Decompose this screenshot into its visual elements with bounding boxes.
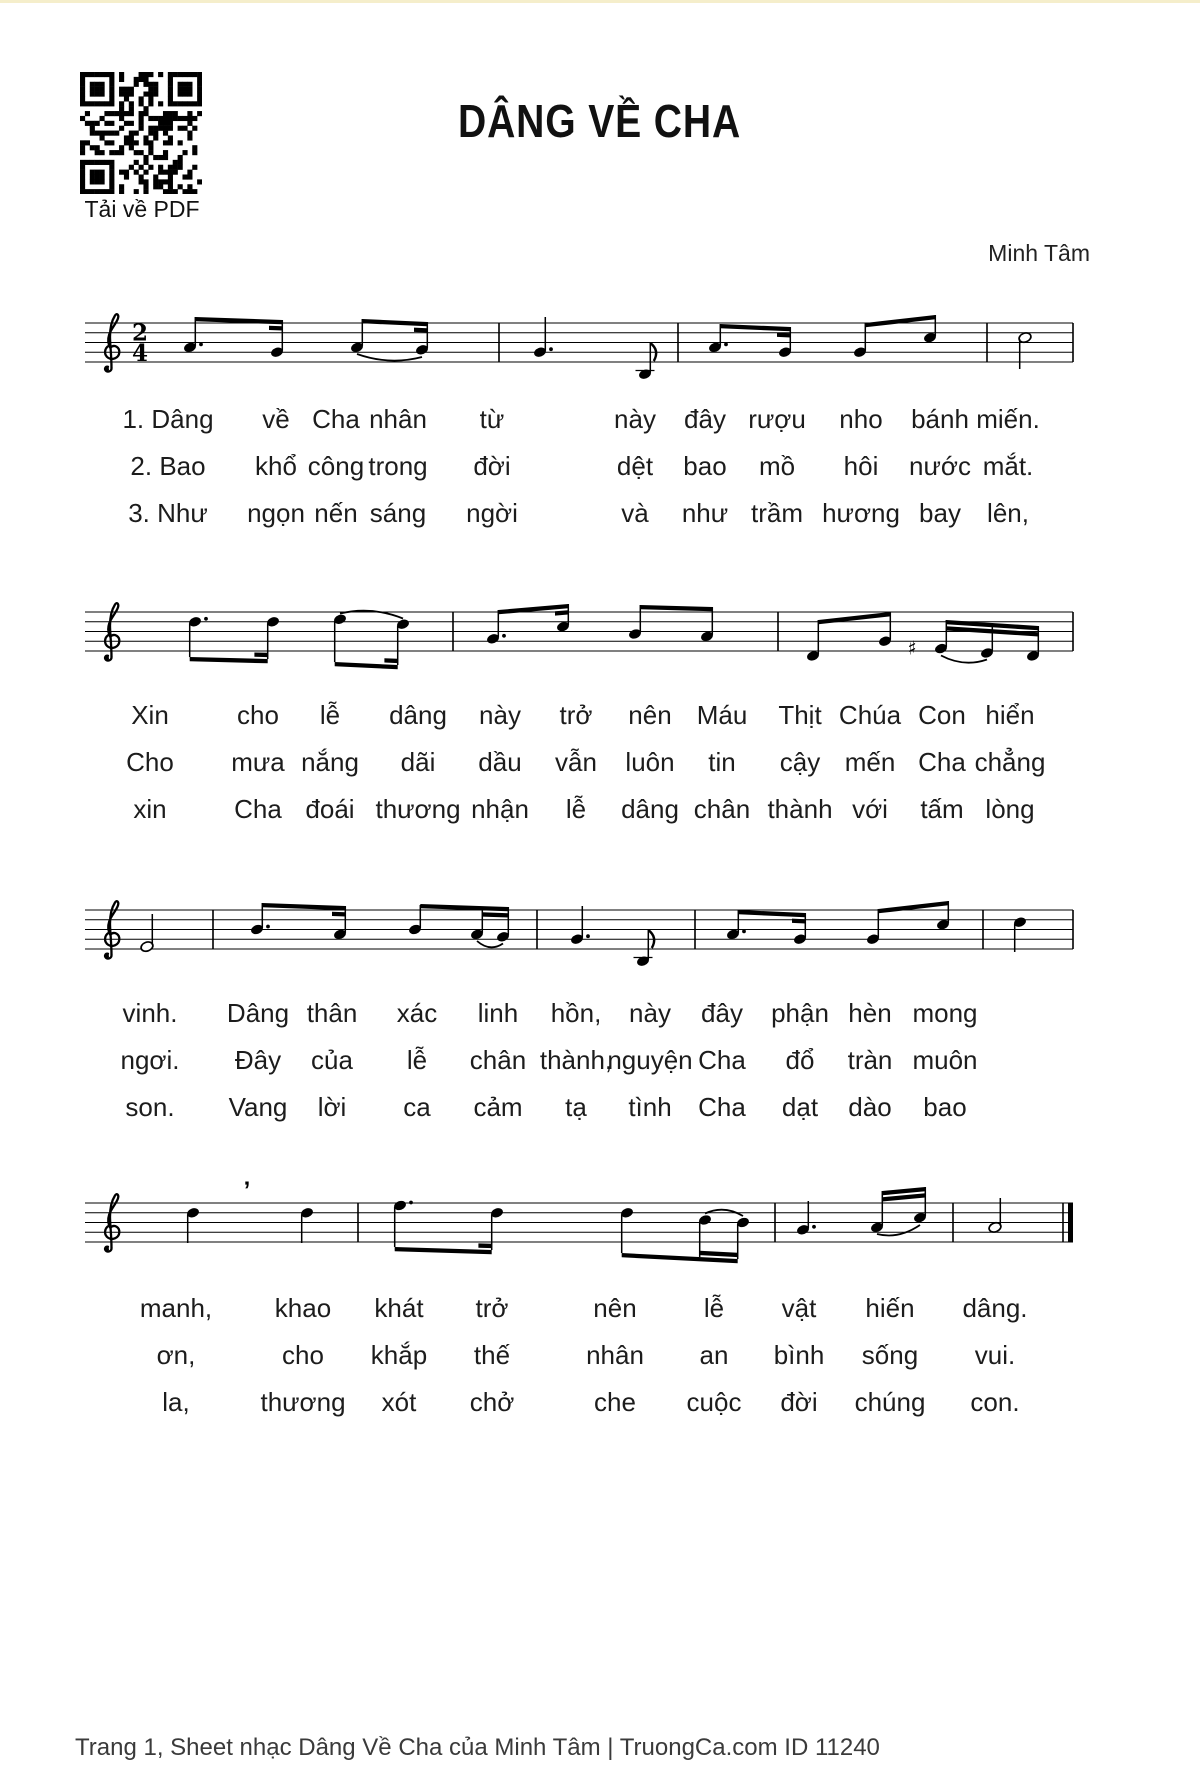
lyric-syllable: lời xyxy=(317,1092,347,1122)
lyric-syllable: bánh xyxy=(911,404,969,434)
page-top-accent xyxy=(0,0,1200,3)
lyric-syllable: này xyxy=(614,404,656,434)
lyric-syllable: ơn, xyxy=(156,1340,196,1370)
lyric-syllable: ca xyxy=(403,1092,431,1122)
beam xyxy=(738,910,805,917)
lyric-syllable: tình xyxy=(628,1092,672,1122)
lyric-syllable: bao xyxy=(923,1092,967,1122)
lyric-syllable: che xyxy=(594,1387,636,1417)
lyric-syllable: dãi xyxy=(400,747,436,777)
lyric-syllable: và xyxy=(621,498,649,528)
lyric-syllable: dâng xyxy=(621,794,679,824)
lyric-syllable: lên, xyxy=(987,498,1029,528)
lyric-line xyxy=(0,1045,1200,1077)
lyric-syllable: mến xyxy=(844,747,896,777)
lyric-syllable: đây xyxy=(701,998,743,1028)
augmentation-dot xyxy=(586,934,590,938)
footer-text: Trang 1, Sheet nhạc Dâng Về Cha của Minh Tâm | TruongCa.com ID 11240 xyxy=(75,1734,880,1761)
lyric-syllable: thành, xyxy=(539,1045,613,1075)
lyric-syllable: khắp xyxy=(370,1340,428,1370)
lyric-syllable: manh, xyxy=(139,1293,213,1323)
lyric-syllable: cảm xyxy=(473,1092,523,1122)
lyric-syllable: Thịt xyxy=(778,700,822,730)
lyric-syllable: nhân xyxy=(369,404,427,434)
beam xyxy=(262,903,345,910)
lyric-syllable: tin xyxy=(708,747,736,777)
lyric-syllable: tạ xyxy=(565,1092,587,1122)
lyric-syllable: của xyxy=(311,1045,353,1075)
beam xyxy=(555,610,568,615)
lyric-syllable: luôn xyxy=(625,747,675,777)
lyric-syllable: mong xyxy=(912,998,978,1028)
lyric-syllable: ngọn xyxy=(247,498,305,528)
download-pdf-label[interactable]: Tải về PDF xyxy=(84,196,200,222)
lyric-line xyxy=(0,1293,1200,1325)
lyric-syllable: hôi xyxy=(843,451,879,481)
composer-name: Minh Tâm xyxy=(988,240,1090,266)
beam xyxy=(384,658,397,663)
lyric-line xyxy=(0,404,1200,436)
beam xyxy=(720,324,790,331)
lyric-syllable: thân xyxy=(306,998,358,1028)
lyric-syllable: chúng xyxy=(854,1387,926,1417)
lyric-line xyxy=(0,1340,1200,1372)
lyric-syllable: linh xyxy=(477,998,519,1028)
lyric-syllable: xin xyxy=(133,794,167,824)
lyric-syllable: ngơi. xyxy=(120,1045,180,1075)
beam xyxy=(335,662,398,669)
beam xyxy=(792,919,805,924)
lyric-syllable: ngời xyxy=(466,498,518,528)
lyric-syllable: 1. Dâng xyxy=(122,404,214,434)
lyric-syllable: nắng xyxy=(301,747,359,777)
beam xyxy=(269,326,282,331)
lyric-syllable: khát xyxy=(374,1293,424,1323)
beam xyxy=(332,912,345,917)
lyric-syllable: đoái xyxy=(305,794,355,824)
lyric-syllable: Xin xyxy=(131,700,169,730)
time-signature-top: 2 xyxy=(131,319,149,347)
lyric-syllable: dầu xyxy=(478,747,522,777)
lyric-syllable: lễ xyxy=(703,1293,725,1323)
lyric-syllable: an xyxy=(699,1340,729,1370)
augmentation-dot xyxy=(409,1201,413,1205)
lyric-syllable: dạt xyxy=(781,1092,819,1122)
lyric-syllable: vinh. xyxy=(122,998,178,1028)
lyric-syllable: rượu xyxy=(748,404,806,434)
lyric-syllable: trở xyxy=(475,1293,509,1323)
augmentation-dot xyxy=(204,617,208,621)
beam xyxy=(482,912,508,917)
lyric-syllable: chân xyxy=(469,1045,527,1075)
lyric-syllable: về xyxy=(262,404,290,434)
beam xyxy=(395,1247,492,1254)
lyric-syllable: chẳng xyxy=(974,747,1046,777)
lyric-syllable: nho xyxy=(839,404,883,434)
beam xyxy=(700,1251,738,1257)
lyric-syllable: hương xyxy=(822,498,900,528)
lyric-syllable: lễ xyxy=(565,794,587,824)
lyric-syllable: son. xyxy=(125,1092,175,1122)
beam xyxy=(640,605,712,611)
lyric-syllable: hồn, xyxy=(550,998,602,1028)
lyric-syllable: Cha xyxy=(918,747,966,777)
lyric-syllable: cuộc xyxy=(686,1387,742,1417)
sharp-icon: ♯ xyxy=(907,637,917,660)
lyric-syllable: nến xyxy=(314,498,358,528)
lyric-syllable: nguyện xyxy=(607,1045,693,1075)
lyric-syllable: chở xyxy=(469,1387,515,1417)
lyric-line xyxy=(0,700,1200,732)
lyric-syllable: dâng xyxy=(389,700,447,730)
lyric-syllable: sáng xyxy=(369,498,427,528)
lyric-syllable: lễ xyxy=(319,700,341,730)
lyric-syllable: tấm xyxy=(920,794,964,824)
lyric-syllable: lòng xyxy=(985,794,1035,824)
lyric-syllable: mưa xyxy=(231,747,285,777)
lyric-syllable: 3. Như xyxy=(128,498,208,528)
lyric-syllable: trầm xyxy=(751,498,803,528)
lyric-line xyxy=(0,451,1200,483)
tie xyxy=(877,1225,920,1236)
lyric-syllable: khổ xyxy=(255,451,297,481)
lyric-syllable: nhận xyxy=(471,794,529,824)
lyric-syllable: Đây xyxy=(234,1045,282,1075)
beam xyxy=(818,612,890,624)
lyric-syllable: nên xyxy=(593,1293,637,1323)
lyric-syllable: vẫn xyxy=(555,747,597,777)
lyric-syllable: vật xyxy=(781,1293,817,1323)
lyric-syllable: cho xyxy=(237,700,279,730)
lyric-syllable: Chúa xyxy=(838,700,902,730)
lyric-syllable: thương xyxy=(375,794,461,824)
lyric-syllable: mắt. xyxy=(982,451,1034,481)
music-system-2 xyxy=(75,562,1085,712)
lyric-syllable: 2. Bao xyxy=(130,451,206,481)
augmentation-dot xyxy=(199,343,203,347)
lyric-syllable: Vang xyxy=(228,1092,288,1122)
breath-mark-icon: ’ xyxy=(243,1177,251,1204)
lyric-syllable: thành xyxy=(767,794,833,824)
lyric-syllable: nước xyxy=(909,451,971,481)
lyric-syllable: cậy xyxy=(779,747,821,777)
lyric-syllable: xác xyxy=(396,998,438,1028)
lyric-syllable: Dâng xyxy=(226,998,290,1028)
lyric-syllable: đời xyxy=(780,1387,818,1417)
lyric-syllable: vui. xyxy=(974,1340,1016,1370)
beam xyxy=(254,653,267,658)
lyric-syllable: đổ xyxy=(785,1045,815,1075)
music-system-1 xyxy=(75,273,1085,423)
lyric-syllable: nên xyxy=(628,700,672,730)
lyric-syllable: khao xyxy=(274,1293,332,1323)
music-system-3 xyxy=(75,860,1085,1010)
lyric-syllable: Con xyxy=(918,700,966,730)
lyric-syllable: lễ xyxy=(406,1045,428,1075)
lyric-syllable: la, xyxy=(162,1387,190,1417)
lyric-syllable: cho xyxy=(282,1340,324,1370)
lyric-syllable: Cha xyxy=(312,404,360,434)
beam xyxy=(478,1243,491,1248)
beam xyxy=(878,901,948,913)
title-wrap xyxy=(0,94,1200,148)
lyric-syllable: với xyxy=(852,794,888,824)
tie xyxy=(357,354,422,361)
lyric-syllable: con. xyxy=(970,1387,1020,1417)
lyric-syllable: nhân xyxy=(586,1340,644,1370)
lyric-line xyxy=(0,1387,1200,1419)
lyric-line xyxy=(0,998,1200,1030)
lyric-syllable: trong xyxy=(368,451,428,481)
music-system-4 xyxy=(75,1153,1085,1303)
beam xyxy=(190,657,268,663)
lyric-syllable: dào xyxy=(848,1092,892,1122)
lyric-syllable: hiển xyxy=(985,700,1035,730)
final-barline-thick xyxy=(1068,1203,1073,1242)
augmentation-dot xyxy=(502,634,506,638)
lyric-syllable: tràn xyxy=(847,1045,893,1075)
augmentation-dot xyxy=(742,930,746,934)
lyric-syllable: dâng. xyxy=(962,1293,1028,1323)
lyric-syllable: đây xyxy=(684,404,726,434)
lyric-syllable: như xyxy=(681,498,729,528)
lyric-line xyxy=(0,794,1200,826)
augmentation-dot xyxy=(812,1225,816,1229)
beam xyxy=(362,319,427,326)
lyric-syllable: bao xyxy=(683,451,727,481)
lyric-line xyxy=(0,1092,1200,1124)
lyric-line xyxy=(0,747,1200,779)
lyric-syllable: phận xyxy=(771,998,829,1028)
lyric-syllable: Cho xyxy=(126,747,174,777)
lyric-syllable: công xyxy=(307,451,365,481)
lyric-syllable: từ xyxy=(479,404,505,434)
lyric-syllable: chân xyxy=(693,794,751,824)
lyric-syllable: Máu xyxy=(696,700,748,730)
page-title: DÂNG VỀ CHA xyxy=(458,95,742,147)
lyric-syllable: trở xyxy=(559,700,593,730)
augmentation-dot xyxy=(549,347,553,351)
lyric-syllable: bình xyxy=(773,1340,825,1370)
lyric-syllable: hiến xyxy=(865,1293,915,1323)
lyric-syllable: Cha xyxy=(234,794,282,824)
lyric-syllable: miến. xyxy=(976,404,1040,434)
augmentation-dot xyxy=(266,925,270,929)
beam xyxy=(414,328,427,333)
augmentation-dot xyxy=(724,343,728,347)
lyric-syllable: mồ xyxy=(758,451,796,481)
lyric-syllable: muôn xyxy=(912,1045,978,1075)
lyric-syllable: này xyxy=(629,998,671,1028)
lyric-syllable: này xyxy=(479,700,521,730)
lyric-syllable: hèn xyxy=(848,998,892,1028)
lyric-syllable: Cha xyxy=(698,1092,746,1122)
time-signature-bottom: 4 xyxy=(131,340,149,368)
tie xyxy=(477,941,503,947)
lyric-syllable: sống xyxy=(861,1340,919,1370)
lyric-syllable: đời xyxy=(473,451,511,481)
tie xyxy=(941,656,987,663)
lyric-syllable: thương xyxy=(260,1387,346,1417)
beam xyxy=(865,315,935,327)
lyric-syllable: bay xyxy=(919,498,961,528)
lyric-syllable: dệt xyxy=(616,451,654,481)
lyric-syllable: thế xyxy=(473,1340,511,1370)
beam xyxy=(777,333,790,338)
lyric-syllable: xót xyxy=(381,1387,417,1417)
lyric-syllable: Cha xyxy=(698,1045,746,1075)
lyric-line xyxy=(0,498,1200,530)
